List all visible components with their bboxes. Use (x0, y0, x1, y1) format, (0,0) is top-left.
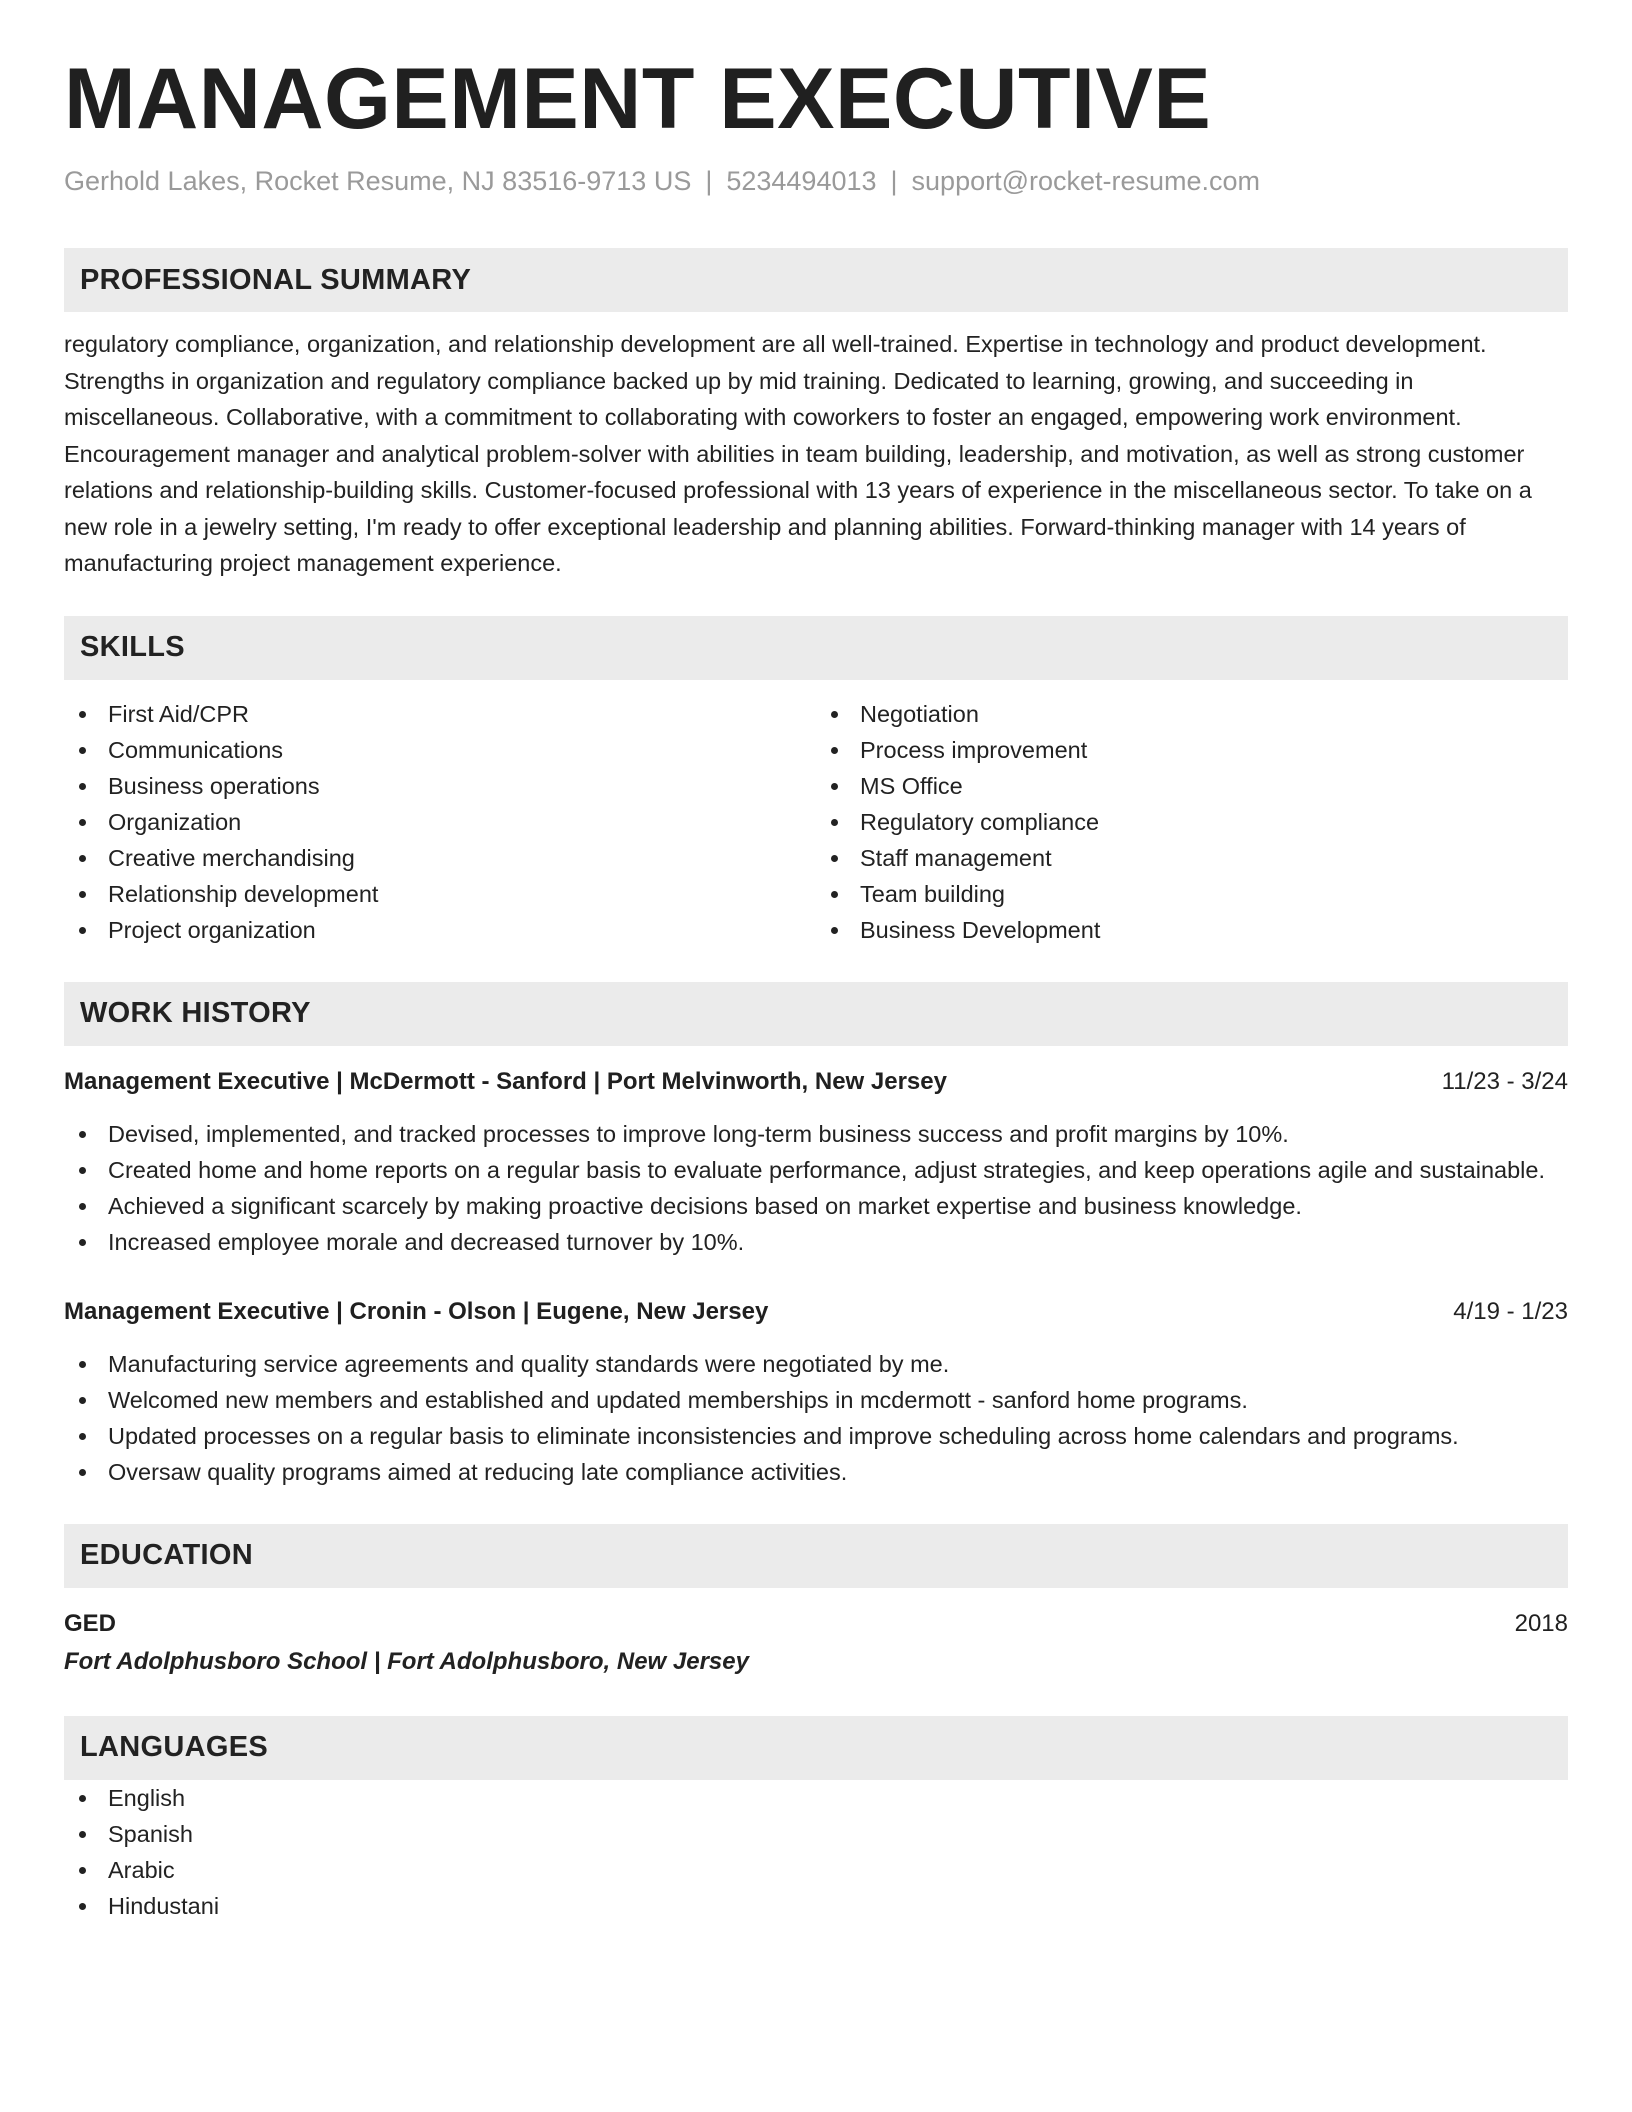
education-school: Fort Adolphusboro School | Fort Adolphusboro, New Jersey (64, 1647, 749, 1675)
language-item: Spanish (64, 1816, 1568, 1852)
skill-item: Process improvement (816, 732, 1568, 768)
language-item: English (64, 1780, 1568, 1816)
job-bullet: Manufacturing service agreements and quality standards were negotiated by me. (64, 1346, 1568, 1382)
education-entry (64, 1606, 1568, 1682)
skill-item: Staff management (816, 840, 1568, 876)
skill-item: Business Development (816, 912, 1568, 948)
job-entry (64, 1294, 1568, 1490)
job-bullet: Oversaw quality programs aimed at reducing late compliance activities. (64, 1454, 1568, 1490)
language-item: Arabic (64, 1852, 1568, 1888)
skill-item: Communications (64, 732, 816, 768)
work-history-heading: WORK HISTORY (64, 982, 1568, 1046)
contact-line (64, 163, 1568, 201)
job-dates: 11/23 - 3/24 (1441, 1067, 1568, 1095)
skill-item: Organization (64, 804, 816, 840)
job-bullet: Devised, implemented, and tracked processes to improve long-term business success and profit margins by 10%. (64, 1116, 1568, 1152)
languages-heading: LANGUAGES (64, 1716, 1568, 1780)
job-bullet: Welcomed new members and established and updated memberships in mcdermott - sanford home programs. (64, 1382, 1568, 1418)
job-bullet: Created home and home reports on a regular basis to evaluate performance, adjust strategies, and keep operations agile and sustainable. (64, 1152, 1568, 1188)
education-degree: GED (64, 1609, 117, 1637)
education-heading: EDUCATION (64, 1524, 1568, 1588)
skill-item: Team building (816, 876, 1568, 912)
job-title: Management Executive | McDermott - Sanford | Port Melvinworth, New Jersey (64, 1067, 947, 1095)
job-bullet: Updated processes on a regular basis to eliminate inconsistencies and improve scheduling across home calendars and programs. (64, 1418, 1568, 1454)
skill-item: Negotiation (816, 696, 1568, 732)
contact-address: Gerhold Lakes, Rocket Resume, NJ 83516-9713 US (64, 165, 692, 196)
contact-separator: | (890, 165, 898, 196)
language-item: Hindustani (64, 1888, 1568, 1924)
job-bullet: Achieved a significant scarcely by making proactive decisions based on market expertise and business knowledge. (64, 1188, 1568, 1224)
skills-column-left (64, 696, 816, 948)
education-year: 2018 (1514, 1609, 1568, 1637)
job-bullet: Increased employee morale and decreased turnover by 10%. (64, 1224, 1568, 1260)
contact-email: support@rocket-resume.com (911, 165, 1261, 196)
job-title: Management Executive | Cronin - Olson | Eugene, New Jersey (64, 1297, 769, 1325)
contact-phone: 5234494013 (726, 165, 877, 196)
skill-item: Relationship development (64, 876, 816, 912)
skills-heading: SKILLS (64, 616, 1568, 680)
skill-item: Business operations (64, 768, 816, 804)
job-entry (64, 1064, 1568, 1260)
candidate-name: MANAGEMENT EXECUTIVE (64, 51, 1212, 147)
skills-column-right (816, 696, 1568, 948)
summary-text: regulatory compliance, organization, and relationship development are all well-trained. Expertise in technology and product development. Strengths in organization and regulatory compliance backed up by mid training. Dedicated to learning, growing, and succeeding in miscellaneous. Collaborative, with a commitment to collaborating with coworkers to foster an engaged, empowering work environment. Encouragement manager and analytical problem-solver with abilities in team building, leadership, and motivation, as well as strong customer relations and relationship-building skills. Customer-focused professional with 13 years of experience in the miscellaneous sector. To take on a new role in a jewelry setting, I'm ready to offer exceptional leadership and planning abilities. Forward-thinking manager with 14 years of manufacturing project management experience. (64, 331, 1532, 577)
skill-item: MS Office (816, 768, 1568, 804)
skill-item: Project organization (64, 912, 816, 948)
languages-list (64, 1780, 1568, 1924)
skill-item: Regulatory compliance (816, 804, 1568, 840)
skill-item: First Aid/CPR (64, 696, 816, 732)
job-dates: 4/19 - 1/23 (1453, 1297, 1568, 1325)
contact-separator: | (705, 165, 713, 196)
skills-list (64, 696, 1568, 948)
skill-item: Creative merchandising (64, 840, 816, 876)
summary-heading: PROFESSIONAL SUMMARY (64, 248, 1568, 312)
